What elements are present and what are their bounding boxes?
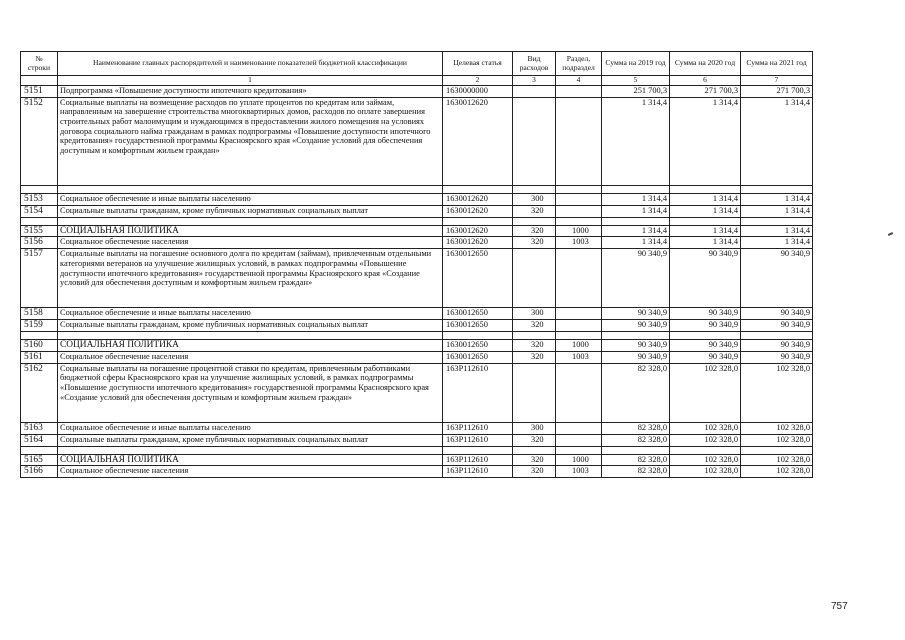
- row-spacer: [21, 332, 813, 340]
- row-name: Социальное обеспечение и иные выплаты населению: [58, 422, 443, 434]
- row-target-article: 1630012650: [443, 340, 513, 352]
- table-row: [21, 454, 813, 466]
- row-section: 1003: [556, 351, 602, 363]
- row-name: СОЦИАЛЬНАЯ ПОЛИТИКА: [58, 340, 443, 352]
- row-sum-2019: 90 340,9: [602, 249, 670, 308]
- header-index: [21, 76, 58, 86]
- row-target-article: 1630012620: [443, 205, 513, 217]
- table-row: [21, 434, 813, 446]
- row-sum-2021: 102 328,0: [741, 454, 813, 466]
- row-expense-type: 320: [513, 340, 556, 352]
- row-number: 5162: [21, 363, 58, 422]
- header-row-number: № строки: [21, 52, 58, 76]
- row-spacer: [21, 446, 813, 454]
- row-section: [556, 193, 602, 205]
- row-sum-2019: 90 340,9: [602, 320, 670, 332]
- row-sum-2019: 1 314,4: [602, 193, 670, 205]
- row-sum-2019: 82 328,0: [602, 466, 670, 478]
- header-row: [21, 52, 813, 76]
- row-sum-2021: 102 328,0: [741, 466, 813, 478]
- row-section: 1000: [556, 225, 602, 237]
- row-sum-2021: 102 328,0: [741, 434, 813, 446]
- row-expense-type: 320: [513, 466, 556, 478]
- table-row: [21, 351, 813, 363]
- row-section: 1003: [556, 237, 602, 249]
- row-expense-type: 320: [513, 237, 556, 249]
- table-row: [21, 97, 813, 185]
- header-index: 1: [58, 76, 443, 86]
- table-row: [21, 205, 813, 217]
- row-number: 5163: [21, 422, 58, 434]
- row-expense-type: 300: [513, 308, 556, 320]
- row-expense-type: [513, 97, 556, 185]
- table-row: [21, 422, 813, 434]
- table-row: [21, 86, 813, 98]
- table-row: [21, 225, 813, 237]
- row-sum-2021: 90 340,9: [741, 351, 813, 363]
- row-spacer: [21, 217, 813, 225]
- row-sum-2021: 90 340,9: [741, 320, 813, 332]
- row-number: 5158: [21, 308, 58, 320]
- table-row: [21, 237, 813, 249]
- row-sum-2021: 1 314,4: [741, 225, 813, 237]
- row-number: 5166: [21, 466, 58, 478]
- row-sum-2021: 102 328,0: [741, 422, 813, 434]
- row-sum-2019: 1 314,4: [602, 237, 670, 249]
- row-number: 5165: [21, 454, 58, 466]
- row-number: 5152: [21, 97, 58, 185]
- row-section: 1000: [556, 340, 602, 352]
- row-name: Социальные выплаты гражданам, кроме публичных нормативных социальных выплат: [58, 434, 443, 446]
- row-number: 5160: [21, 340, 58, 352]
- header-index: 4: [556, 76, 602, 86]
- row-target-article: 1630012620: [443, 193, 513, 205]
- row-sum-2020: 102 328,0: [670, 422, 741, 434]
- row-expense-type: 300: [513, 193, 556, 205]
- table-row: [21, 466, 813, 478]
- row-sum-2019: 90 340,9: [602, 340, 670, 352]
- row-name: Социальные выплаты на возмещение расходов по уплате процентов по кредитам или займам, направленным на завершение строительства многоквартирных домов, расходов по оплате завершения строительных работ малоимущим и нуждающимся в предоставлении жилого помещения на условиях договора социального найма гражданам в рамках подпрограммы «Повышение доступности ипотечного кредитования» государственной программы Красноярского края «Создание условий для обеспечения доступным и комфортным жильем граждан»: [58, 97, 443, 185]
- row-section: [556, 422, 602, 434]
- row-expense-type: 320: [513, 225, 556, 237]
- row-name: Социальное обеспечение населения: [58, 351, 443, 363]
- row-sum-2019: 82 328,0: [602, 454, 670, 466]
- table-row: [21, 193, 813, 205]
- row-expense-type: 320: [513, 351, 556, 363]
- header-index: 7: [741, 76, 813, 86]
- row-sum-2021: 1 314,4: [741, 97, 813, 185]
- row-section: [556, 434, 602, 446]
- row-sum-2020: 1 314,4: [670, 97, 741, 185]
- header-section: Раздел, подраздел: [556, 52, 602, 76]
- row-section: [556, 320, 602, 332]
- row-target-article: 1630012620: [443, 225, 513, 237]
- row-spacer: [21, 185, 813, 193]
- row-expense-type: 320: [513, 434, 556, 446]
- row-sum-2020: 102 328,0: [670, 466, 741, 478]
- table-row: [21, 320, 813, 332]
- table-row: [21, 249, 813, 308]
- row-sum-2019: 82 328,0: [602, 422, 670, 434]
- row-sum-2020: 1 314,4: [670, 225, 741, 237]
- row-section: 1000: [556, 454, 602, 466]
- header-expense-type: Вид расходов: [513, 52, 556, 76]
- row-name: Социальные выплаты на погашение основного долга по кредитам (займам), привлеченным отдельными категориями ветеранов на улучшение жилищных условий, в рамках подпрограммы «Повышение доступности ипотечного кредитования» государственной программы Красноярского края «Создание условий для обеспечения доступным и комфортным жильем граждан»: [58, 249, 443, 308]
- row-sum-2020: 102 328,0: [670, 363, 741, 422]
- row-sum-2021: 1 314,4: [741, 237, 813, 249]
- header-index: 5: [602, 76, 670, 86]
- row-sum-2021: 90 340,9: [741, 340, 813, 352]
- row-sum-2019: 1 314,4: [602, 97, 670, 185]
- header-index: 2: [443, 76, 513, 86]
- row-section: [556, 205, 602, 217]
- table-row: [21, 340, 813, 352]
- row-sum-2019: 90 340,9: [602, 308, 670, 320]
- row-name: СОЦИАЛЬНАЯ ПОЛИТИКА: [58, 454, 443, 466]
- row-section: [556, 363, 602, 422]
- row-target-article: 1630000000: [443, 86, 513, 98]
- row-sum-2019: 82 328,0: [602, 434, 670, 446]
- row-name: Социальное обеспечение и иные выплаты населению: [58, 308, 443, 320]
- header-sum-2020: Сумма на 2020 год: [670, 52, 741, 76]
- table-row: [21, 363, 813, 422]
- header-name: Наименование главных распорядителей и наименование показателей бюджетной классификации: [58, 52, 443, 76]
- row-name: Подпрограмма «Повышение доступности ипотечного кредитования»: [58, 86, 443, 98]
- row-expense-type: [513, 249, 556, 308]
- row-sum-2020: 102 328,0: [670, 454, 741, 466]
- row-sum-2020: 90 340,9: [670, 320, 741, 332]
- row-name: СОЦИАЛЬНАЯ ПОЛИТИКА: [58, 225, 443, 237]
- row-number: 5153: [21, 193, 58, 205]
- row-number: 5157: [21, 249, 58, 308]
- row-sum-2019: 1 314,4: [602, 225, 670, 237]
- row-number: 5156: [21, 237, 58, 249]
- row-expense-type: [513, 363, 556, 422]
- row-name: Социальные выплаты на погашение процентной ставки по кредитам, привлеченным работниками бюджетной сферы Красноярского края на улучшение жилищных условий, в рамках подпрограммы «Повышение доступности ипотечного кредитования» государственной программы Красноярского края «Создание условий для обеспечения доступным и комфортным жильем граждан»: [58, 363, 443, 422]
- row-number: 5154: [21, 205, 58, 217]
- row-sum-2021: 90 340,9: [741, 249, 813, 308]
- row-section: [556, 308, 602, 320]
- row-name: Социальное обеспечение населения: [58, 466, 443, 478]
- row-sum-2021: 1 314,4: [741, 205, 813, 217]
- page-number: 757: [831, 601, 848, 612]
- row-sum-2021: 271 700,3: [741, 86, 813, 98]
- row-sum-2020: 90 340,9: [670, 351, 741, 363]
- row-expense-type: 320: [513, 454, 556, 466]
- row-target-article: 1630012650: [443, 320, 513, 332]
- row-sum-2019: 251 700,3: [602, 86, 670, 98]
- row-number: 5151: [21, 86, 58, 98]
- row-name: Социальные выплаты гражданам, кроме публичных нормативных социальных выплат: [58, 320, 443, 332]
- header-index: 3: [513, 76, 556, 86]
- row-sum-2020: 90 340,9: [670, 340, 741, 352]
- row-sum-2019: 90 340,9: [602, 351, 670, 363]
- row-sum-2021: 90 340,9: [741, 308, 813, 320]
- row-target-article: 1630012650: [443, 351, 513, 363]
- row-number: 5164: [21, 434, 58, 446]
- row-number: 5155: [21, 225, 58, 237]
- row-target-article: 1630012620: [443, 97, 513, 185]
- header-target-article: Целевая статья: [443, 52, 513, 76]
- row-sum-2020: 1 314,4: [670, 237, 741, 249]
- row-section: [556, 97, 602, 185]
- row-number: 5159: [21, 320, 58, 332]
- row-target-article: 1630012650: [443, 249, 513, 308]
- row-sum-2020: 1 314,4: [670, 193, 741, 205]
- row-name: Социальное обеспечение населения: [58, 237, 443, 249]
- row-expense-type: [513, 86, 556, 98]
- row-target-article: 1630012650: [443, 308, 513, 320]
- row-section: [556, 86, 602, 98]
- header-sum-2021: Сумма на 2021 год: [741, 52, 813, 76]
- row-sum-2020: 90 340,9: [670, 308, 741, 320]
- row-target-article: 1630012620: [443, 237, 513, 249]
- row-section: 1003: [556, 466, 602, 478]
- row-name: Социальное обеспечение и иные выплаты населению: [58, 193, 443, 205]
- row-section: [556, 249, 602, 308]
- row-sum-2020: 271 700,3: [670, 86, 741, 98]
- table-row: [21, 308, 813, 320]
- row-sum-2019: 82 328,0: [602, 363, 670, 422]
- row-sum-2019: 1 314,4: [602, 205, 670, 217]
- row-sum-2021: 1 314,4: [741, 193, 813, 205]
- row-expense-type: 300: [513, 422, 556, 434]
- row-expense-type: 320: [513, 320, 556, 332]
- row-target-article: 163P112610: [443, 466, 513, 478]
- header-index-row: [21, 76, 813, 86]
- row-sum-2020: 90 340,9: [670, 249, 741, 308]
- row-target-article: 163P112610: [443, 363, 513, 422]
- row-target-article: 163P112610: [443, 434, 513, 446]
- margin-pen-mark: [888, 232, 893, 236]
- row-target-article: 163P112610: [443, 422, 513, 434]
- row-sum-2021: 102 328,0: [741, 363, 813, 422]
- budget-table: [20, 51, 813, 478]
- row-target-article: 163P112610: [443, 454, 513, 466]
- row-name: Социальные выплаты гражданам, кроме публичных нормативных социальных выплат: [58, 205, 443, 217]
- row-sum-2020: 1 314,4: [670, 205, 741, 217]
- row-expense-type: 320: [513, 205, 556, 217]
- header-sum-2019: Сумма на 2019 год: [602, 52, 670, 76]
- header-index: 6: [670, 76, 741, 86]
- row-sum-2020: 102 328,0: [670, 434, 741, 446]
- row-number: 5161: [21, 351, 58, 363]
